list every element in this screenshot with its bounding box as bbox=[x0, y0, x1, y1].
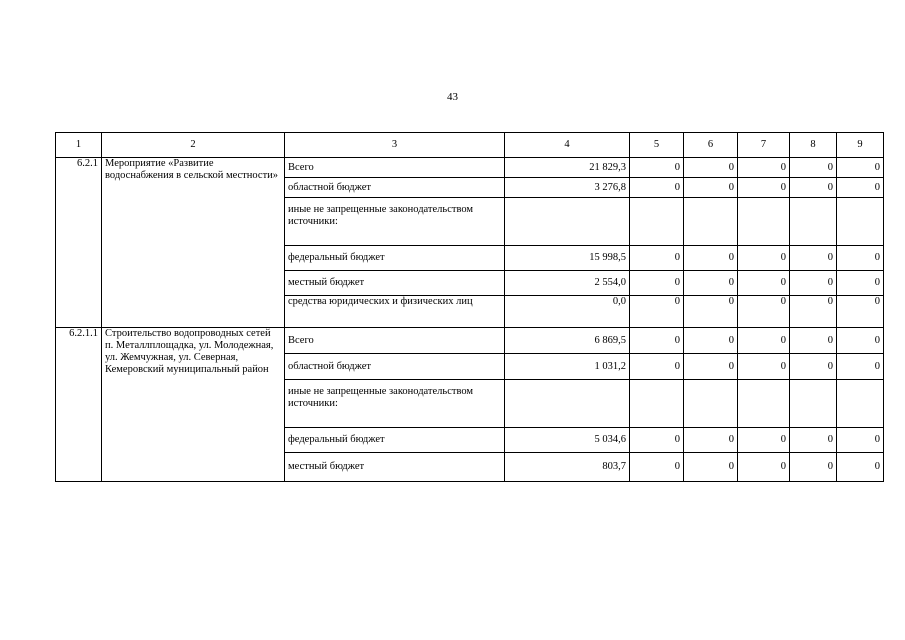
value-cell: 21 829,3 bbox=[505, 158, 630, 178]
funding-source: средства юридических и физических лиц bbox=[285, 296, 505, 328]
empty-cell bbox=[630, 380, 684, 428]
value-cell: 0 bbox=[790, 354, 837, 380]
funding-source: областной бюджет bbox=[285, 178, 505, 198]
value-cell: 0 bbox=[684, 246, 738, 271]
col-header-3: 3 bbox=[285, 133, 505, 158]
value-cell: 0 bbox=[790, 328, 837, 354]
col-header-8: 8 bbox=[790, 133, 837, 158]
empty-cell bbox=[684, 198, 738, 246]
value-cell: 0 bbox=[837, 328, 884, 354]
value-cell: 0 bbox=[738, 178, 790, 198]
value-cell: 0 bbox=[630, 354, 684, 380]
empty-cell bbox=[738, 380, 790, 428]
value-cell: 0 bbox=[684, 271, 738, 296]
value-cell: 0 bbox=[630, 428, 684, 453]
value-cell: 0 bbox=[684, 354, 738, 380]
value-cell: 0 bbox=[684, 428, 738, 453]
value-cell: 0 bbox=[738, 158, 790, 178]
funding-source: Всего bbox=[285, 158, 505, 178]
value-cell: 2 554,0 bbox=[505, 271, 630, 296]
empty-cell bbox=[630, 198, 684, 246]
funding-source: федеральный бюджет bbox=[285, 428, 505, 453]
value-cell: 0 bbox=[738, 453, 790, 482]
value-cell: 1 031,2 bbox=[505, 354, 630, 380]
activity-name: Мероприятие «Развитие водоснабжения в сельской местности» bbox=[102, 158, 285, 328]
value-cell: 0 bbox=[790, 428, 837, 453]
value-cell: 0 bbox=[738, 271, 790, 296]
funding-source: иные не запрещенные законодательством источники: bbox=[285, 198, 505, 246]
value-cell: 0 bbox=[738, 428, 790, 453]
empty-cell bbox=[738, 198, 790, 246]
table-row bbox=[56, 158, 884, 178]
value-cell: 0 bbox=[790, 453, 837, 482]
value-cell: 0 bbox=[630, 328, 684, 354]
activity-id: 6.2.1 bbox=[56, 158, 102, 328]
budget-table bbox=[55, 132, 884, 482]
value-cell: 0 bbox=[738, 246, 790, 271]
value-cell: 0 bbox=[684, 158, 738, 178]
value-cell: 0 bbox=[837, 158, 884, 178]
value-cell: 15 998,5 bbox=[505, 246, 630, 271]
value-cell: 0 bbox=[837, 178, 884, 198]
empty-cell bbox=[790, 380, 837, 428]
table-row bbox=[56, 328, 884, 354]
empty-cell bbox=[505, 380, 630, 428]
value-cell: 0 bbox=[790, 246, 837, 271]
activity-id: 6.2.1.1 bbox=[56, 328, 102, 482]
funding-source: Всего bbox=[285, 328, 505, 354]
value-cell: 0 bbox=[790, 271, 837, 296]
value-cell: 0 bbox=[684, 328, 738, 354]
value-cell: 0 bbox=[738, 328, 790, 354]
value-cell: 3 276,8 bbox=[505, 178, 630, 198]
value-cell: 0 bbox=[790, 178, 837, 198]
value-cell: 0 bbox=[738, 296, 790, 328]
value-cell: 5 034,6 bbox=[505, 428, 630, 453]
col-header-9: 9 bbox=[837, 133, 884, 158]
page-number: 43 bbox=[447, 91, 458, 103]
value-cell: 0 bbox=[684, 453, 738, 482]
value-cell: 0 bbox=[837, 453, 884, 482]
value-cell: 0 bbox=[630, 271, 684, 296]
col-header-7: 7 bbox=[738, 133, 790, 158]
value-cell: 0 bbox=[837, 246, 884, 271]
empty-cell bbox=[837, 198, 884, 246]
value-cell: 0 bbox=[630, 453, 684, 482]
value-cell: 6 869,5 bbox=[505, 328, 630, 354]
funding-source: иные не запрещенные законодательством источники: bbox=[285, 380, 505, 428]
value-cell: 0 bbox=[790, 158, 837, 178]
col-header-6: 6 bbox=[684, 133, 738, 158]
funding-source: местный бюджет bbox=[285, 271, 505, 296]
activity-name: Строительство водопроводных сетей п. Металлплощадка, ул. Молодежная, ул. Жемчужная, ул. Северная, Кемеровский муниципальный район bbox=[102, 328, 285, 482]
funding-source: местный бюджет bbox=[285, 453, 505, 482]
value-cell: 0 bbox=[837, 271, 884, 296]
value-cell: 0 bbox=[630, 158, 684, 178]
empty-cell bbox=[790, 198, 837, 246]
col-header-5: 5 bbox=[630, 133, 684, 158]
value-cell: 0 bbox=[630, 246, 684, 271]
empty-cell bbox=[684, 380, 738, 428]
value-cell: 0 bbox=[738, 354, 790, 380]
value-cell: 0 bbox=[684, 296, 738, 328]
col-header-1: 1 bbox=[56, 133, 102, 158]
value-cell: 0 bbox=[837, 428, 884, 453]
value-cell: 0 bbox=[837, 354, 884, 380]
value-cell: 0,0 bbox=[505, 296, 630, 328]
empty-cell bbox=[505, 198, 630, 246]
value-cell: 0 bbox=[684, 178, 738, 198]
col-header-4: 4 bbox=[505, 133, 630, 158]
funding-source: областной бюджет bbox=[285, 354, 505, 380]
value-cell: 0 bbox=[630, 178, 684, 198]
funding-source: федеральный бюджет bbox=[285, 246, 505, 271]
value-cell: 0 bbox=[790, 296, 837, 328]
col-header-2: 2 bbox=[102, 133, 285, 158]
header-row bbox=[56, 133, 884, 158]
value-cell: 0 bbox=[630, 296, 684, 328]
value-cell: 0 bbox=[837, 296, 884, 328]
value-cell: 803,7 bbox=[505, 453, 630, 482]
empty-cell bbox=[837, 380, 884, 428]
